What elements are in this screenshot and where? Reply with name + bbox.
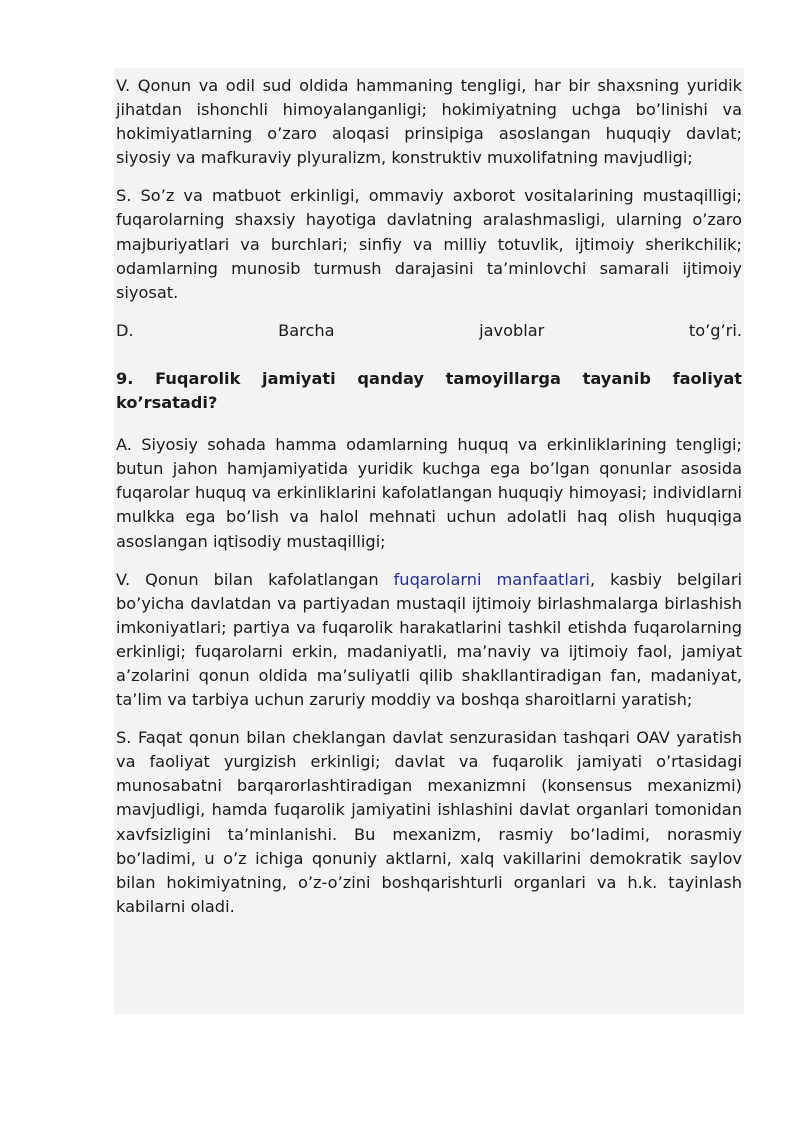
option-v-text-end: , kasbiy belgilari bo’yicha davlatdan va partiyadan mustaqil ijtimoiy birlashmalarga birlashish imkoniyatlari; partiya va fuqarolik harakatlarini tashkil etishda fuqarolarning erkinligi; fuqarolarni erkin, madaniyatli, ma’naviy va ijtimoiy faol, jamiyat a’zolarini qonun oldida ma’suliyatli qilib shakllantiradigan fan, madaniyat, ta’lim va tarbiya uchun zaruriy moddiy va boshqa sharoitlarni yaratish; (116, 569, 742, 710)
question-9: 9. Fuqarolik jamiyati qanday tamoyillarga tayanib faoliyat ko’rsatadi? (116, 368, 742, 413)
option-v-previous: V. Qonun va odil sud oldida hammaning tengligi, har bir shaxsning yuridik jihatdan ishonchli himoyalanganligi; hokimiyatning uchga bo’linishi va hokimiyatlarning o’zaro aloqasi prinsipiga asoslangan huquqiy davlat; siyosiy va mafkuraviy plyuralizm, konstruktiv muxolifatning mavjudligi; (116, 76, 742, 168)
option-d-previous: D. Barcha javoblar to’g’ri. (116, 320, 742, 340)
citizens-interests-link[interactable]: fuqarolarni manfaatlari (393, 569, 590, 589)
option-s: S. Faqat qonun bilan cheklangan davlat senzurasidan tashqari OAV yaratish va faoliyat yurgizish erkinligi; davlat va fuqarolik jamiyati o’rtasidagi munosabatni barqarorlashtiradigan mexanizmni (konsensus mexanizmi) mavjudligi, hamda fuqarolik jamiyatini ishlashini davlat organlari tomonidan xavfsizligini ta’minlanishi. Bu mexanizm, rasmiy bo’ladimi, norasmiy bo’ladimi, u o’z ichiga qonuniy aktlarni, xalq vakillarini demokratik saylov bilan hokimiyatning, o’z-o’zini boshqarishturli organlari va h.k. tayinlash kabilarni oladi. (116, 728, 742, 916)
document-body (116, 74, 742, 933)
option-s-previous: S. So’z va matbuot erkinligi, ommaviy axborot vositalarining mustaqilligi; fuqarolarning shaxsiy hayotiga davlatning aralashmasligi, ularning o’zaro majburiyatlari va burchlari; sinfiy va milliy totuvlik, ijtimoiy sherikchilik; odamlarning munosib turmush darajasini ta’minlovchi samarali ijtimoiy siyosat. (116, 186, 742, 302)
option-v-text-start: V. Qonun bilan kafolatlangan (116, 569, 394, 589)
option-a: A. Siyosiy sohada hamma odamlarning huquq va erkinliklarining tengligi; butun jahon hamjamiyatida yuridik kuchga ega bo’lgan qonunlar asosida fuqarolar huquq va erkinliklarini kafolatlangan huquqiy himoyasi; individlarni mulkka ega bo’lish va halol mehnati uchun adolatli haq olish huquqiga asoslangan iqtisodiy mustaqilligi; (116, 435, 742, 551)
option-v (116, 568, 742, 713)
